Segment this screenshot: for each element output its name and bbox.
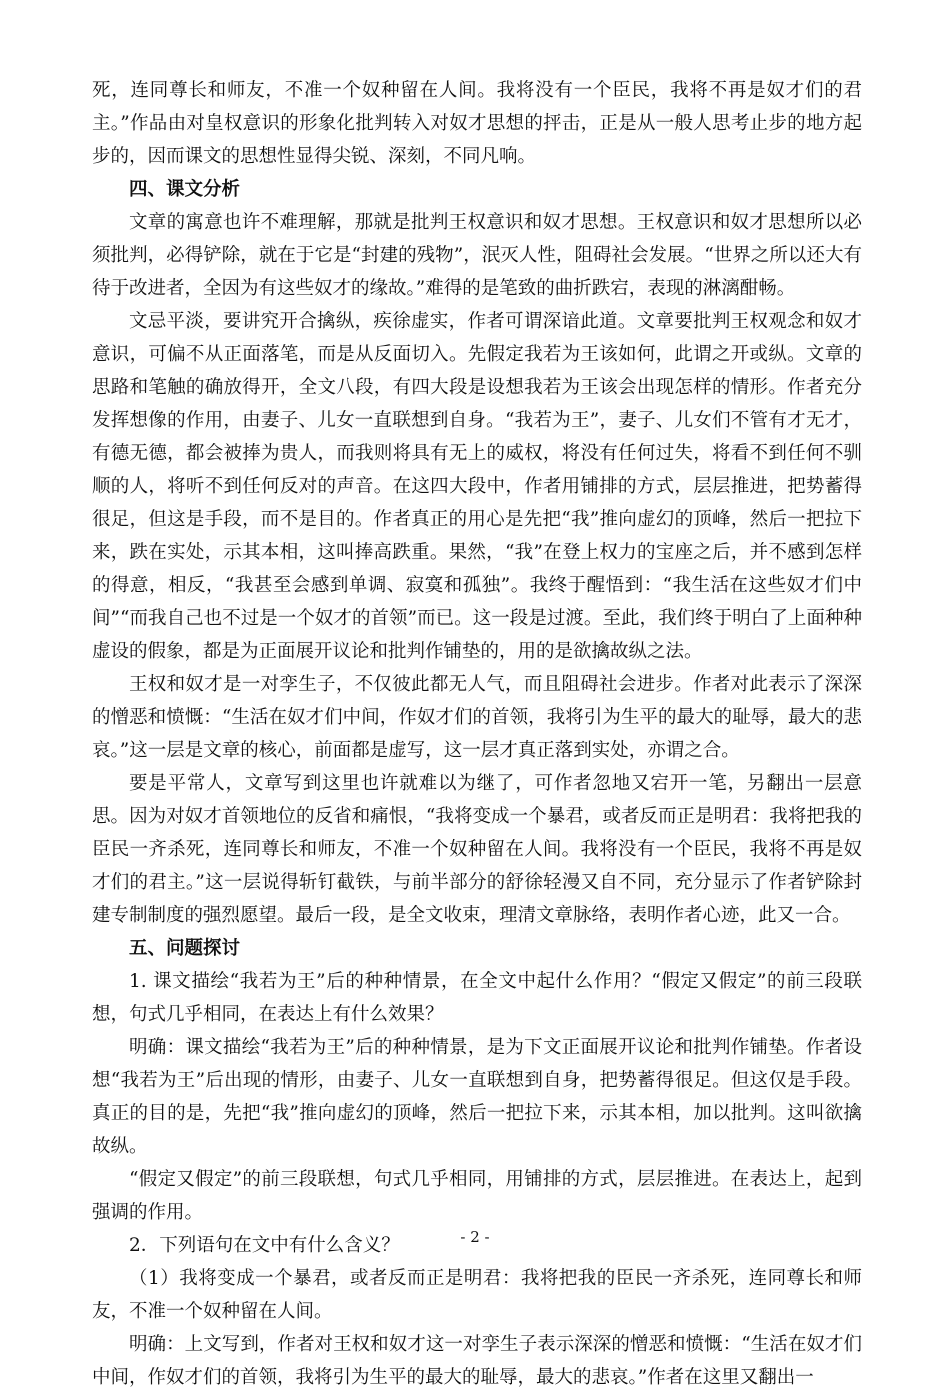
paragraph: 王权和奴才是一对孪生子，不仅彼此都无人气，而且阻碍社会进步。作者对此表示了深深的憎恶和愤慨：“生活在奴才们中间，作奴才们的首领，我将引为生平的最大的耻辱，最大的悲哀。”这一层是文章的核心，前面都是虚写，这一层才真正落到实处，亦谓之合。	[92, 674, 862, 761]
paragraph: 要是平常人，文章写到这里也许就难以为继了，可作者忽地又宕开一笔，另翻出一层意思。因为对奴才首领地位的反省和痛恨，“我将变成一个暴君，或者反而正是明君：我将把我的臣民一齐杀死，连同尊长和师友，不准一个奴种留在人间。我将没有一个臣民，我将不再是奴才们的君主。”这一层说得斩钉截铁，与前半部分的舒徐轻漫又自不同，充分显示了作者铲除封建专制制度的强烈愿望。最后一段，是全文收束，理清文章脉络，表明作者心迹，此又一合。	[92, 773, 862, 926]
question-1: 1. 课文描绘“我若为王”后的种种情景，在全文中起什么作用？“假定又假定”的前三段联想，句式几乎相同，在表达上有什么效果？	[92, 971, 862, 1025]
question-2-item-1: （1）我将变成一个暴君，或者反而正是明君：我将把我的臣民一齐杀死，连同尊长和师友，不准一个奴种留在人间。	[92, 1268, 862, 1322]
document-body	[92, 74, 862, 1394]
page-number: - 2 -	[460, 1228, 490, 1246]
answer-1-continued: “假定又假定”的前三段联想，句式几乎相同，用铺排的方式，层层推进。在表达上，起到强调的作用。	[92, 1169, 862, 1223]
question-2: 2．下列语句在文中有什么含义？	[129, 1235, 400, 1256]
section-heading-discussion: 五、问题探讨	[129, 938, 241, 959]
answer-2-item-1: 明确：上文写到，作者对王权和奴才这一对孪生子表示深深的憎恶和愤慨：“生活在奴才们中间，作奴才们的首领，我将引为生平的最大的耻辱，最大的悲哀。”作者在这里又翻出一	[92, 1334, 862, 1388]
answer-1: 明确：课文描绘“我若为王”后的种种情景，是为下文正面展开议论和批判作铺垫。作者设想“我若为王”后出现的情形，由妻子、儿女一直联想到自身，把势蓄得很足。但这仅是手段。真正的目的是，先把“我”推向虚幻的顶峰，然后一把拉下来，示其本相，加以批判。这叫欲擒故纵。	[92, 1037, 862, 1157]
paragraph: 文忌平淡，要讲究开合擒纵，疾徐虚实，作者可谓深谙此道。文章要批判王权观念和奴才意识，可偏不从正面落笔，而是从反面切入。先假定我若为王该如何，此谓之开或纵。文章的思路和笔触的确放得开，全文八段，有四大段是设想我若为王该会出现怎样的情形。作者充分发挥想像的作用，由妻子、儿女一直联想到自身。“我若为王”，妻子、儿女们不管有才无才，有德无德，都会被捧为贵人，而我则将具有无上的威权，将没有任何过失，将看不到任何不驯顺的人，将听不到任何反对的声音。在这四大段中，作者用铺排的方式，层层推进，把势蓄得很足，但这是手段，而不是目的。作者真正的用心是先把“我”推向虚幻的顶峰，然后一把拉下来，跌在实处，示其本相，这叫捧高跌重。果然，“我”在登上权力的宝座之后，并不感到怎样的得意，相反，“我甚至会感到单调、寂寞和孤独”。我终于醒悟到：“我生活在这些奴才们中间”“而我自己也不过是一个奴才的首领”而已。这一段是过渡。至此，我们终于明白了上面种种虚设的假象，都是为正面展开议论和批判作铺垫的，用的是欲擒故纵之法。	[92, 311, 862, 662]
paragraph: 文章的寓意也许不难理解，那就是批判王权意识和奴才思想。王权意识和奴才思想所以必须批判，必得铲除，就在于它是“封建的残物”，泯灭人性，阻碍社会发展。“世界之所以还大有待于改进者，全因为有这些奴才的缘故。”难得的是笔致的曲折跌宕，表现的淋漓酣畅。	[92, 212, 862, 299]
section-heading-analysis: 四、课文分析	[129, 179, 241, 200]
paragraph-continuation: 死，连同尊长和师友，不准一个奴种留在人间。我将没有一个臣民，我将不再是奴才们的君主。”作品由对皇权意识的形象化批判转入对奴才思想的抨击，正是从一般人思考止步的地方起步的，因而课文的思想性显得尖锐、深刻，不同凡响。	[92, 80, 862, 167]
